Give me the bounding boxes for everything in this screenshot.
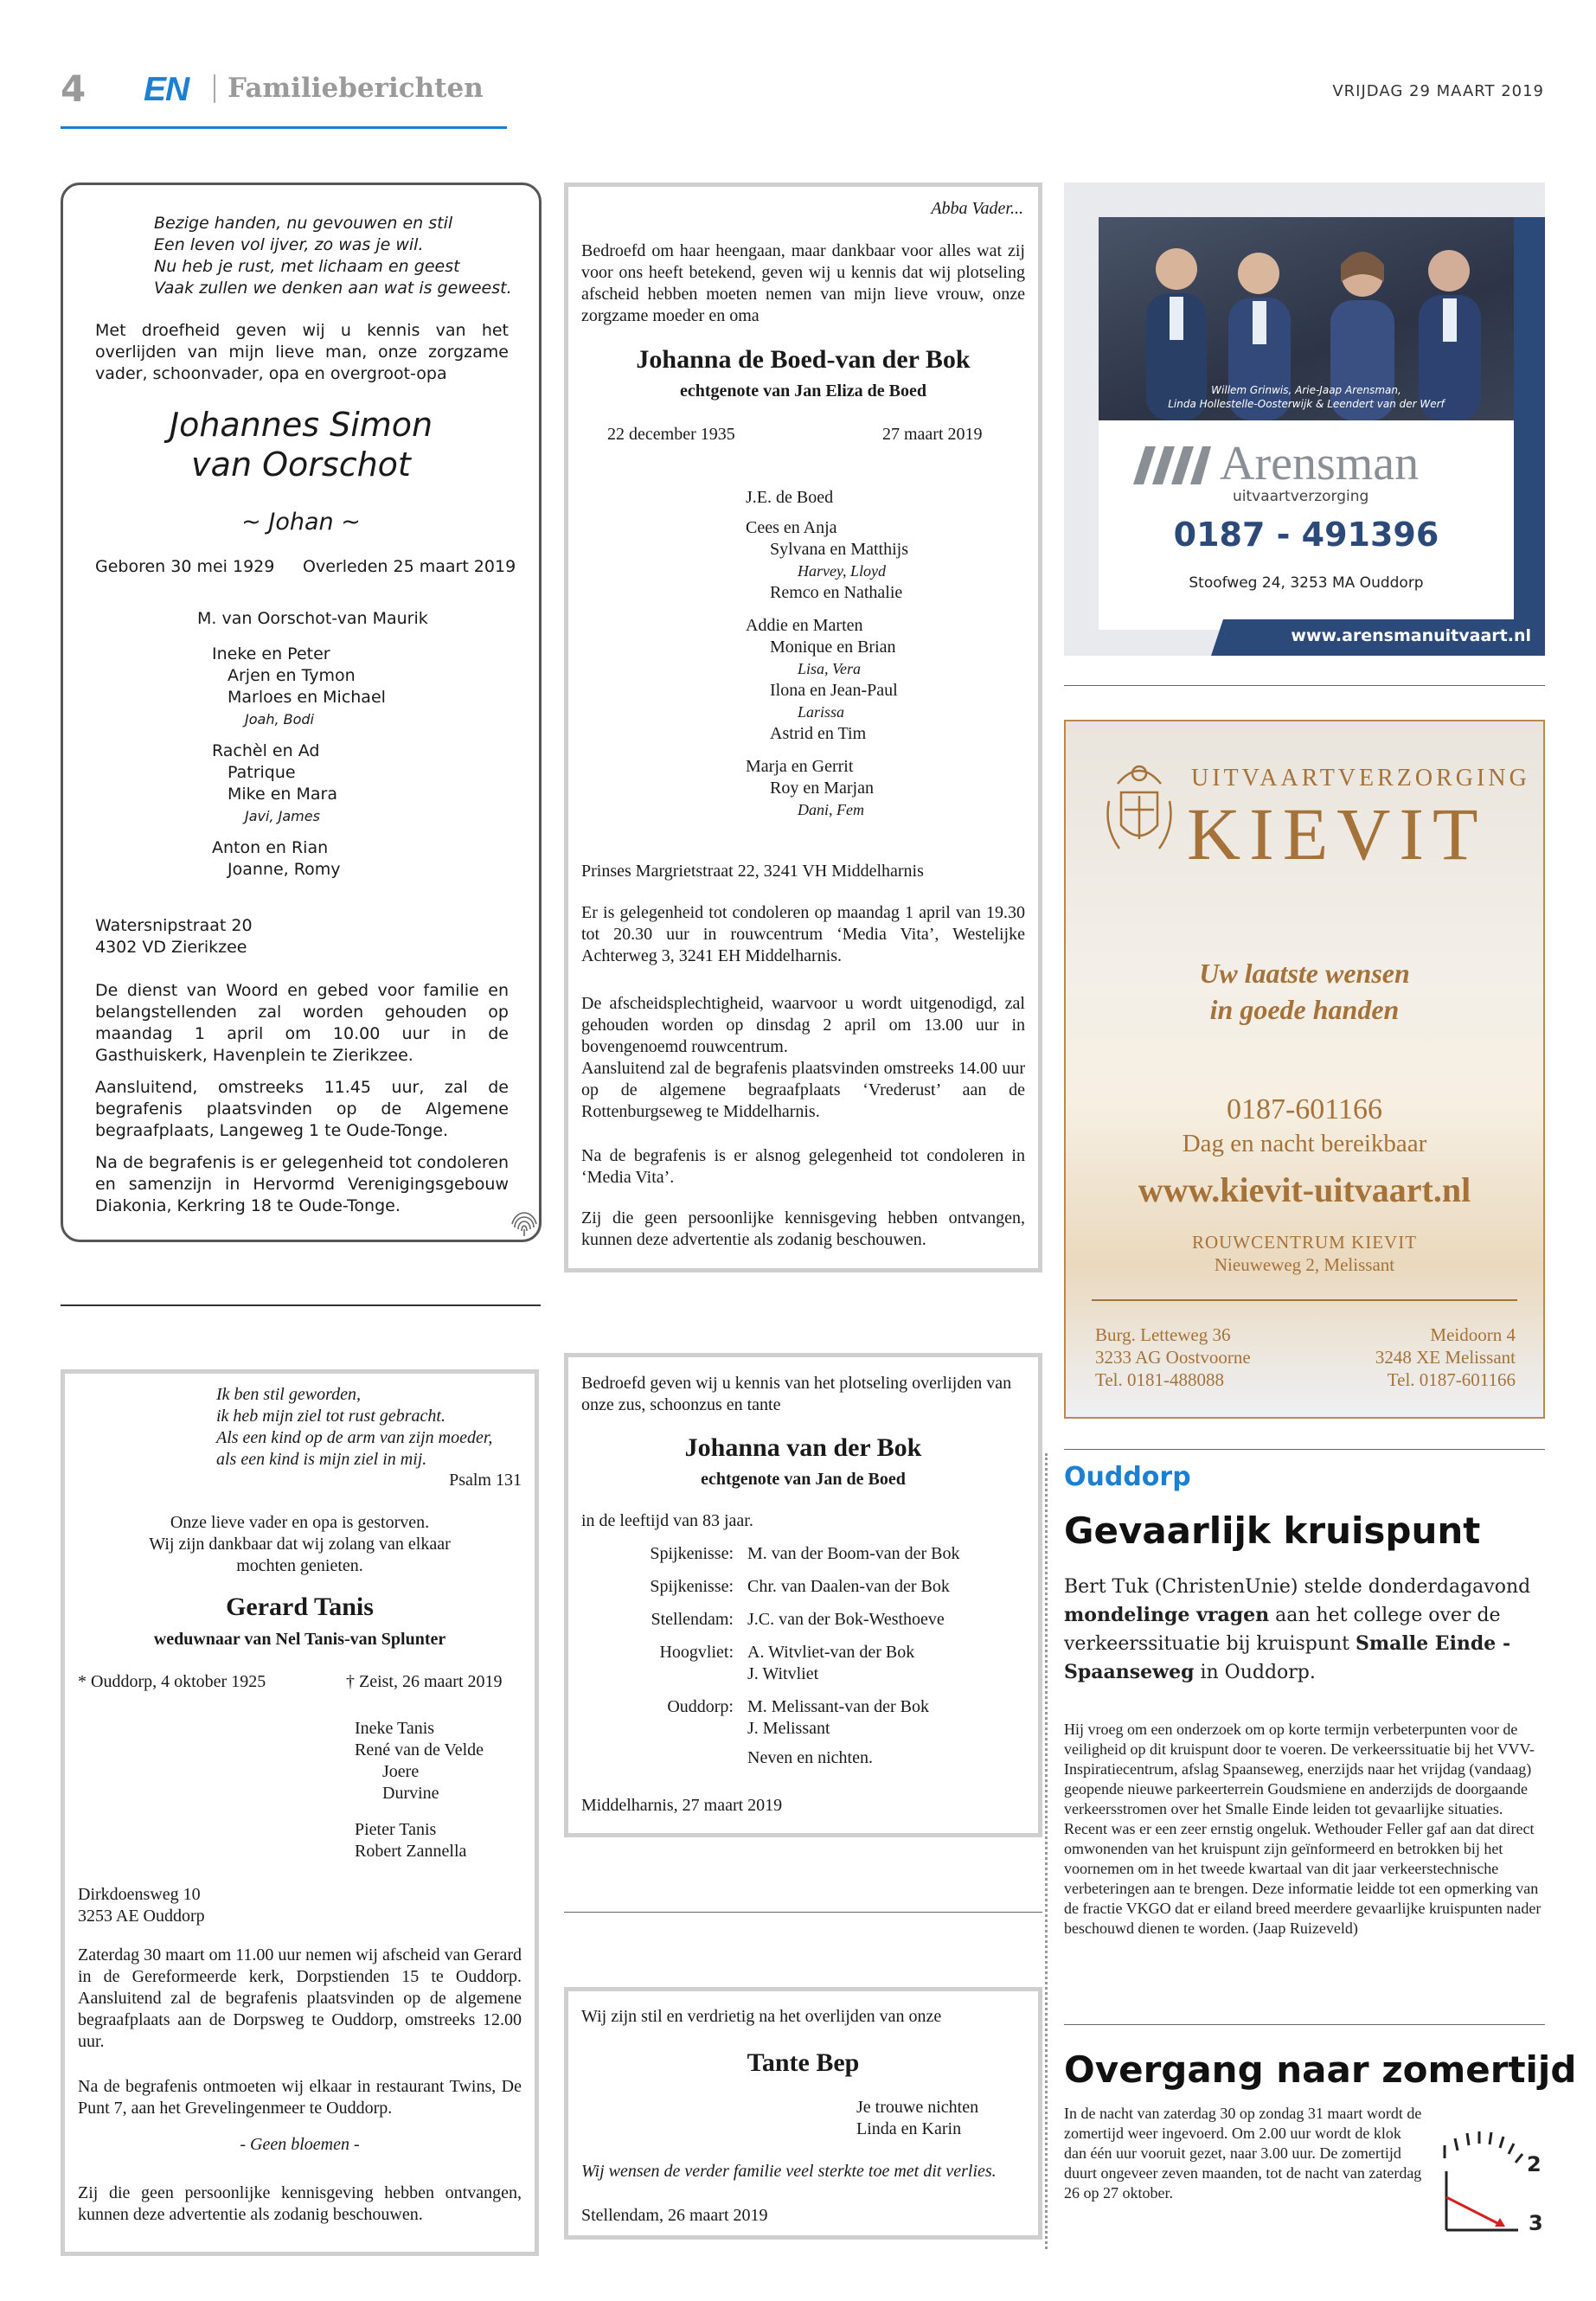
poem-line: Ik ben stil geworden, [216, 1385, 362, 1404]
poem-line: ik heb mijn ziel tot rust gebracht. [216, 1407, 445, 1426]
header-divider [214, 74, 215, 103]
name-line: Johannes Simon [169, 406, 433, 444]
availability: Dag en nacht bereikbaar [1182, 1130, 1427, 1157]
family-grandchildren: Javi, James [245, 808, 320, 824]
row-place: Hoogvliet: [659, 1643, 734, 1662]
birth-date: 22 december 1935 [607, 425, 735, 444]
no-flowers-note: - Geen bloemen - [240, 2135, 360, 2154]
arensman-logo-icon [1133, 446, 1211, 484]
family-grandchildren: Joah, Bodi [245, 711, 314, 727]
column-divider [1064, 1449, 1545, 1450]
row-name: Chr. van Daalen-van der Bok [747, 1577, 950, 1596]
ad-divider [1092, 1299, 1517, 1301]
slogan-line: Uw laatste wensen [1199, 958, 1410, 989]
row-name: J.C. van der Bok-Westhoeve [747, 1610, 945, 1629]
address-line: 4302 VD Zierikzee [95, 938, 247, 957]
photo-caption [1099, 383, 1514, 411]
rouwcentrum-address: Nieuweweg 2, Melissant [1214, 1254, 1395, 1275]
row-name: A. Witvliet-van der Bok [747, 1643, 915, 1662]
intro-line: Wij zijn dankbaar dat wij zolang van elkaar [149, 1535, 451, 1554]
spouse: J.E. de Boed [746, 488, 834, 507]
brand-name: Arensman [1220, 437, 1420, 490]
obituary-van-oorschot [61, 183, 542, 1242]
row-place: Spijkenisse: [650, 1544, 734, 1563]
column-divider [1064, 685, 1545, 686]
burial-text: Aansluitend, omstreeks 11.45 uur, zal de begrafenis plaatsvinden op de Algemene begraafplaats, Langeweg 1 te Oude-Tonge. [95, 1078, 509, 1140]
location-line: Meidoorn 4 [1430, 1324, 1516, 1345]
birth-date: Geboren 30 mei 1929 [95, 557, 275, 576]
family-child: Roy en Marjan [770, 779, 874, 798]
phone-number: 0187 - 491396 [1173, 516, 1439, 554]
kievit-advertisement [1064, 720, 1545, 1419]
service-text: De dienst van Woord en gebed voor familie en belangstellenden zal worden gehouden op maandag 1 april om 10.00 uur in de Gasthuiskerk, Havenplein te Zierikzee. [95, 981, 509, 1065]
deceased-name: Tante Bep [747, 2048, 860, 2077]
news-headline[interactable]: Gevaarlijk kruispunt [1064, 1509, 1481, 1552]
family-child: Mike en Mara [228, 785, 337, 804]
news-headline[interactable]: Overgang naar zomertijd [1064, 2048, 1577, 2091]
ceremony-text: De afscheidsplechtigheid, waarvoor u wordt uitgenodigd, zal gehouden worden op dinsdag 2 april om 13.00 uur in bovengenoemd rouwcentrum. [581, 994, 1025, 1056]
intro-text: Met droefheid geven wij u kennis van het overlijden van mijn lieve man, onze zorgzame vader, schoonvader, opa en overgroot-opa [95, 321, 509, 383]
phone-number: 0187-601166 [1226, 1093, 1383, 1125]
intro-text [65, 1512, 535, 1577]
dotted-column-divider [1045, 1453, 1048, 2249]
deceased-name: Johanna de Boed-van der Bok [636, 345, 971, 374]
address [95, 915, 253, 958]
family-child: Marloes en Michael [228, 688, 386, 707]
family-child: Joanne, Romy [228, 860, 341, 879]
nickname: ~ Johan ~ [241, 509, 361, 535]
obituary-van-der-bok [564, 1353, 1042, 1837]
intro-line: Onze lieve vader en opa is gestorven. [170, 1513, 430, 1532]
notice-text: Zij die geen persoonlijke kennisgeving hebben ontvangen, kunnen deze advertentie als zodanig beschouwen. [581, 1208, 1025, 1249]
condolence-text: Er is gelegenheid tot condoleren op maandag 1 april van 19.30 tot 20.30 uur in rouwcentrum ‘Media Vita’, Westelijke Achterweg 3, 3241 EH Middelharnis. [581, 903, 1025, 965]
intro-line: mochten genieten. [236, 1556, 363, 1575]
family-member: Joere [382, 1762, 420, 1781]
family-child: Patrique [228, 763, 296, 782]
obituary-tante-bep [564, 1987, 1042, 2240]
family-parents: Marja en Gerrit [746, 757, 854, 776]
contact-card [1099, 420, 1514, 630]
fingerprint-icon [510, 1210, 539, 1240]
family-parents: Anton en Rian [212, 838, 329, 857]
poem-line: Een leven vol ijver, zo was je wil. [154, 235, 424, 254]
spouse: M. van Oorschot-van Maurik [197, 609, 428, 628]
death-date: 27 maart 2019 [882, 425, 983, 444]
poem-line: als een kind is mijn ziel in mij. [216, 1450, 427, 1469]
deceased-name: Johanna van der Bok [684, 1433, 922, 1462]
place-date: Middelharnis, 27 maart 2019 [581, 1796, 783, 1815]
row-name: J. Melissant [747, 1719, 830, 1738]
obituary-de-boed [564, 183, 1042, 1272]
poem [216, 1384, 492, 1471]
caption-line: Willem Grinwis, Arie-Jaap Arensman, [1211, 384, 1401, 396]
news-kicker: Ouddorp [1064, 1462, 1191, 1492]
intro-text: Bedroefd geven wij u kennis van het plotseling overlijden van onze zus, schoonzus en tante [581, 1374, 1012, 1414]
rouwcentrum-name: ROUWCENTRUM KIEVIT [1191, 1232, 1418, 1253]
poem-line: Vaak zullen we denken aan wat is geweest. [154, 279, 512, 298]
column-divider [1064, 2024, 1545, 2025]
poem-line: Bezige handen, nu gevouwen en stil [154, 214, 453, 233]
slogan-line: in goede handen [1209, 994, 1400, 1025]
column-divider [564, 1912, 1042, 1913]
signer-line: Linda en Karin [856, 2119, 962, 2138]
nephews-note: Neven en nichten. [747, 1748, 873, 1767]
place-date: Stellendam, 26 maart 2019 [581, 2206, 768, 2225]
age: in de leeftijd van 83 jaar. [581, 1511, 753, 1530]
brand-name: KIEVIT [1187, 792, 1487, 875]
deceased-name [63, 405, 539, 484]
lead-bold: Smalle Einde - Spaanseweg [1064, 1632, 1511, 1683]
location-line: Tel. 0187-601166 [1387, 1369, 1516, 1390]
location-line: Burg. Letteweg 36 [1095, 1324, 1231, 1345]
family-member: Robert Zannella [355, 1842, 467, 1861]
blue-side-band [1514, 217, 1545, 656]
address: Stoofweg 24, 3253 MA Ouddorp [1189, 574, 1424, 592]
news-body: Hij vroeg om een onderzoek om op korte termijn verbeterpunten voor de veiligheid op dit kruispunt door te voeren. De verkeerssituatie bij het VVV-Inspiratiecentrum, afslag Spaanseweg, enerzijds naar het vrijdag (vandaag) geopende nieuwe parkeerterrein Goudsmiene en anderzijds de doorgaande verkeersstromen over het Smalle Einde leiden tot gevaarlijke situaties. Recent was er een zeer ernstig ongeluk. Wethouder Feller gaf aan dat direct omwonenden van het kruispunt zijn geïnformeerd en betrokken bij het voornemen om in het tweede kwartaal van dit jaar verkeerstechnische verbeteringen aan te brengen. Deze informatie leidde tot een opmerking van de fractie VKGO dat er eiland breed meerdere gevaarlijke kruispunten nader beschouwd dienen te worden. (Jaap Ruizeveld) [1064, 1721, 1542, 1937]
clock-number-2: 2 [1527, 2152, 1542, 2176]
subtitle: weduwnaar van Nel Tanis-van Splunter [153, 1630, 446, 1649]
page-number: 4 [61, 67, 87, 110]
family-child: Astrid en Tim [770, 724, 867, 743]
family-list [355, 1819, 466, 1862]
intro-text: Bedroefd om haar heengaan, maar dankbaar voor alles wat zij voor ons heeft betekend, geven wij u kennis dat wij plotseling afscheid hebben moeten nemen van mijn lieve vrouw, onze zorgzame moeder en oma [581, 241, 1025, 325]
caption-line: Linda Hollestelle-Oosterwijk & Leendert van der Werf [1168, 398, 1445, 410]
signer-line: Je trouwe nichten [856, 2098, 979, 2117]
family-parents: Ineke en Peter [212, 644, 330, 663]
family-grandchildren: Dani, Fem [798, 801, 864, 818]
poem-line: Als een kind op de arm van zijn moeder, [216, 1428, 493, 1447]
family-parents: Rachèl en Ad [212, 741, 320, 760]
family-member: René van de Velde [355, 1740, 484, 1759]
row-name: M. Melissant-van der Bok [747, 1697, 929, 1716]
family-child: Remco en Nathalie [770, 583, 903, 602]
obituary-tanis [61, 1369, 539, 2256]
death-date: † Zeist, 26 maart 2019 [346, 1672, 503, 1691]
newspaper-logo: EN [144, 71, 189, 108]
row-name: J. Witvliet [747, 1664, 819, 1683]
family-member: Ineke Tanis [355, 1719, 435, 1738]
slogan [1066, 955, 1543, 1028]
burial-text: Aansluitend zal de begrafenis plaatsvinden omstreeks 14.00 uur op de algemene begraafplaats ‘Vrederust’ aan de Rottenburgseweg te Middelharnis. [581, 1059, 1025, 1121]
name-line: van Oorschot [191, 445, 411, 484]
team-photo [1099, 217, 1514, 420]
address: Prinses Margrietstraat 22, 3241 VH Middelharnis [581, 862, 924, 881]
location-line: 3233 AG Oostvoorne [1095, 1347, 1251, 1368]
section-title: Familieberichten [228, 73, 484, 104]
location-line: Tel. 0181-488088 [1095, 1369, 1225, 1390]
clock-number-3: 3 [1529, 2211, 1543, 2235]
farewell-text: Zaterdag 30 maart om 11.00 uur nemen wij afscheid van Gerard in de Gereformeerde kerk, Dorpstienden 15 te Ouddorp. Aansluitend zal de begrafenis plaatsvinden op de algemene begraafplaats aan de Dorpsweg te Ouddorp, omstreeks 12.00 uur. [78, 1945, 522, 2051]
location-line: 3248 XE Melissant [1375, 1347, 1516, 1368]
after-burial-text: Na de begrafenis is er alsnog gelegenheid tot condoleren in ‘Media Vita’. [581, 1146, 1025, 1187]
lead-bold: mondelinge vragen [1064, 1604, 1270, 1626]
column-divider [61, 1304, 541, 1306]
row-place: Spijkenisse: [650, 1577, 734, 1596]
wish-text: Wij wensen de verder familie veel sterkte toe met dit verlies. [581, 2162, 997, 2181]
issue-date: VRIJDAG 29 MAART 2019 [1332, 82, 1544, 100]
family-parents: Cees en Anja [746, 518, 837, 537]
poem [154, 213, 512, 299]
family-member: Durvine [382, 1784, 439, 1803]
intro-text: Wij zijn stil en verdrietig na het overlijden van onze [581, 2007, 942, 2026]
arensman-advertisement [1064, 183, 1545, 656]
family-member: Pieter Tanis [355, 1820, 437, 1839]
address-line: Dirkdoensweg 10 [78, 1885, 201, 1904]
family-child: Arjen en Tymon [228, 666, 356, 685]
reception-text: Na de begrafenis ontmoeten wij elkaar in restaurant Twins, De Punt 7, aan het Grevelingenmeer te Ouddorp. [78, 2077, 522, 2118]
condolence-text: Na de begrafenis is er gelegenheid tot condoleren en samenzijn in Hervormd Verenigingsgebouw Diakonia, Kerkring 18 te Oude-Tonge. [95, 1153, 509, 1215]
deceased-name: Gerard Tanis [226, 1593, 374, 1621]
lead-text: in Ouddorp. [1194, 1662, 1316, 1683]
family-child: Ilona en Jean-Paul [770, 681, 898, 700]
website-link[interactable]: www.kievit-uitvaart.nl [1138, 1170, 1471, 1209]
website-link[interactable]: www.arensmanuitvaart.nl [1291, 626, 1531, 645]
family-parents: Addie en Marten [746, 616, 863, 635]
news-body: In de nacht van zaterdag 30 op zondag 31 maart wordt de zomertijd weer ingevoerd. Om 2.00 uur wordt de klok dan één uur vooruit gezet, naar 3.00 uur. De zomertijd duurt ongeveer zeven maanden, tot de nacht van zaterdag 26 op 27 oktober. [1064, 2105, 1422, 2202]
death-date: Overleden 25 maart 2019 [303, 557, 516, 576]
subtitle: echtgenote van Jan Eliza de Boed [680, 381, 926, 401]
lead-text: Bert Tuk (ChristenUnie) stelde donderdagavond [1064, 1576, 1531, 1598]
location-melissant [1375, 1324, 1516, 1391]
brand-tagline: uitvaartverzorging [1233, 488, 1369, 505]
location-oostvoorne [1095, 1324, 1251, 1391]
birth-date: * Ouddorp, 4 oktober 1925 [78, 1672, 266, 1691]
row-place: Ouddorp: [667, 1697, 734, 1716]
family-child: Sylvana en Matthijs [770, 540, 908, 559]
family-child: Monique en Brian [770, 638, 896, 657]
coat-of-arms-icon [1100, 758, 1178, 862]
address-line: Watersnipstraat 20 [95, 916, 253, 935]
poem-line: Nu heb je rust, met lichaam en geest [154, 257, 460, 276]
address-line: 3253 AE Ouddorp [78, 1907, 205, 1926]
psalm-reference: Psalm 131 [449, 1471, 522, 1490]
row-place: Stellendam: [651, 1610, 734, 1629]
signers [856, 2097, 978, 2140]
notice-text: Zij die geen persoonlijke kennisgeving hebben ontvangen, kunnen deze advertentie als zodanig beschouwen. [78, 2183, 522, 2224]
subtitle: echtgenote van Jan de Boed [701, 1470, 906, 1489]
address [78, 1884, 205, 1927]
ad-kicker: UITVAARTVERZORGING [1191, 765, 1530, 792]
header-rule [61, 126, 507, 129]
quote: Abba Vader... [931, 199, 1023, 218]
family-grandchildren: Larissa [798, 703, 845, 721]
row-name: M. van der Boom-van der Bok [747, 1544, 960, 1563]
family-grandchildren: Lisa, Vera [798, 660, 862, 677]
lead-text: aan het college over de verkeerssituatie bij kruispunt [1064, 1605, 1501, 1655]
news-lead [1064, 1573, 1545, 1687]
family-grandchildren: Harvey, Lloyd [798, 562, 886, 580]
